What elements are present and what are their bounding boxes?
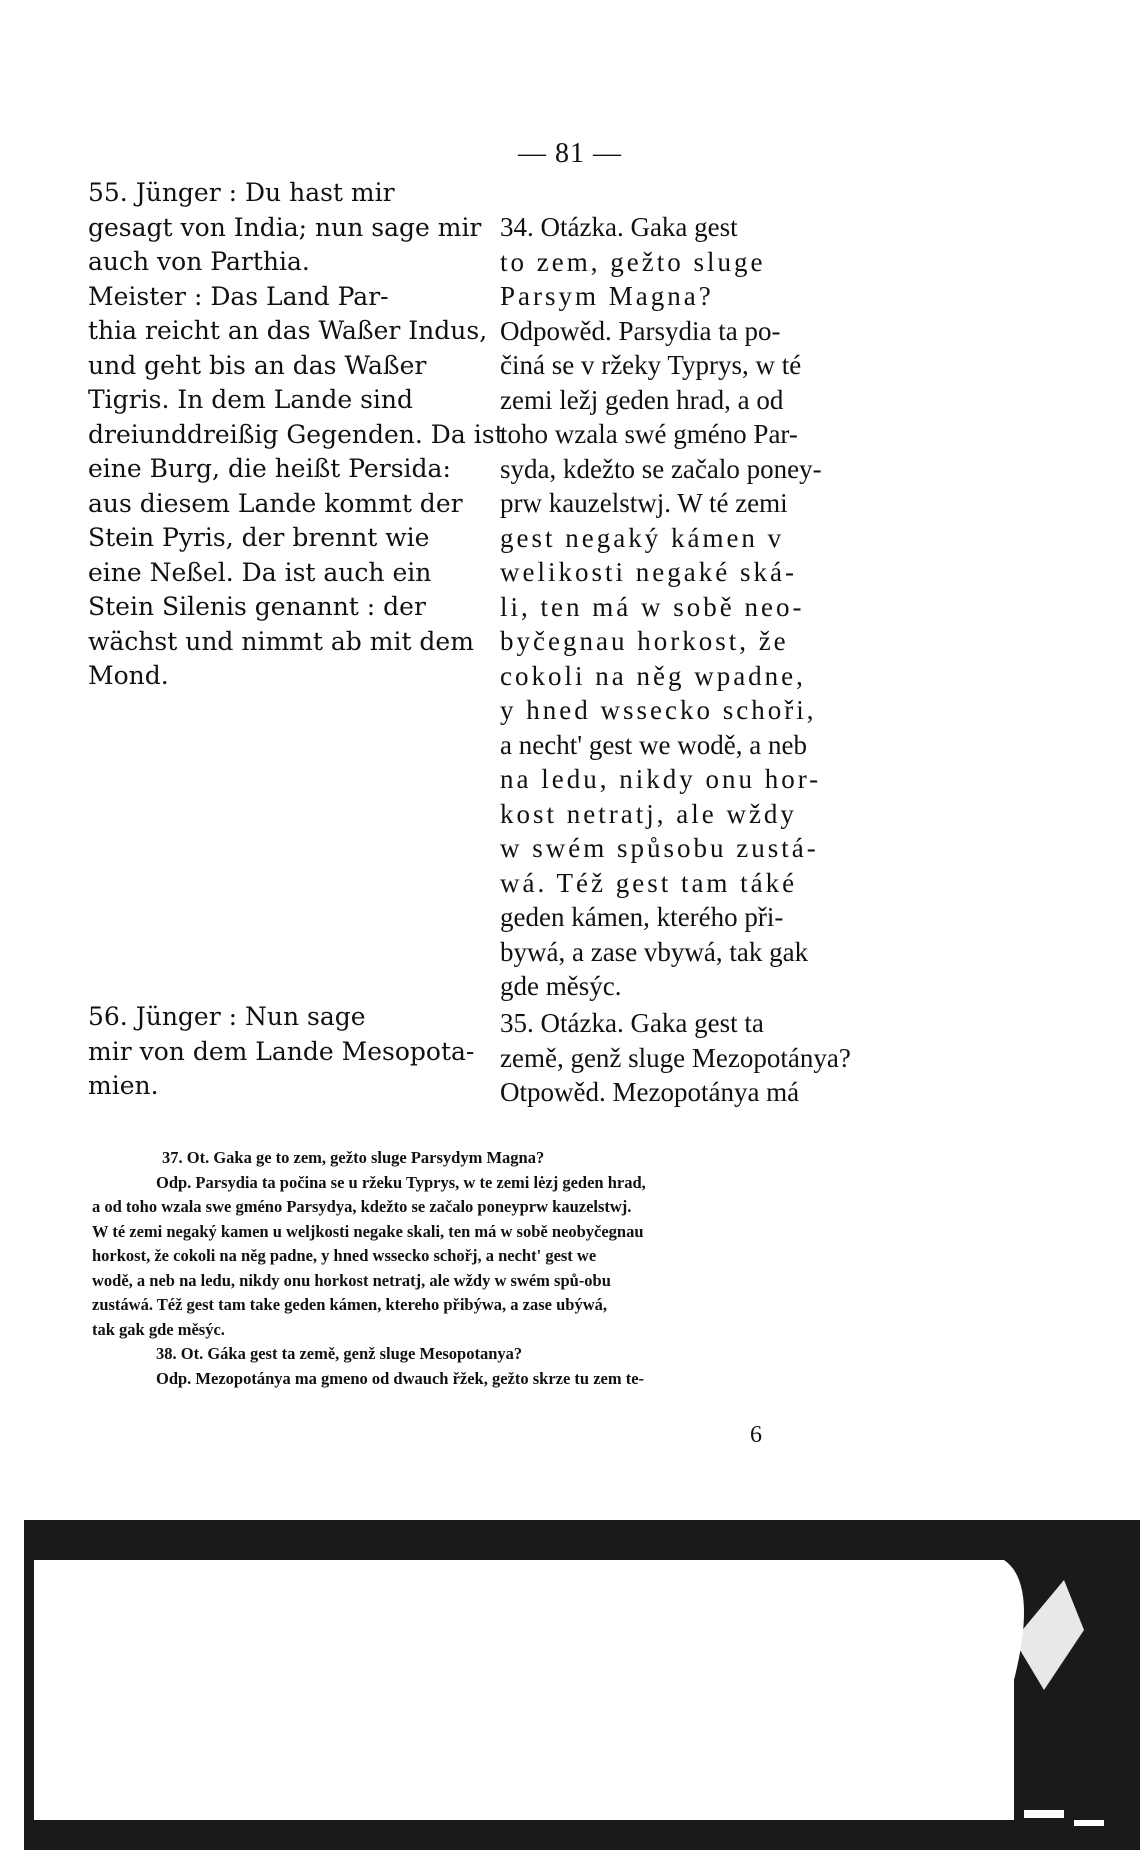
text-line: 34. Otázka. Gaka gest bbox=[500, 212, 738, 242]
footnote-line: W té zemi negaký kamen u weljkosti negake skali, ten má w sobě neobyčegnau bbox=[92, 1221, 644, 1241]
text-line: und geht bis an das Waßer bbox=[88, 350, 427, 380]
text-line: dreiunddreißig Gegenden. Da ist bbox=[88, 419, 505, 449]
footnote-line: tak gak gde měsýc. bbox=[92, 1319, 225, 1339]
text-line: wá. Též gest tam táké bbox=[500, 867, 798, 898]
scan-shadow-region bbox=[24, 1520, 1140, 1850]
footnote-line: zustáwá. Též gest tam take geden kámen, ktereho přibýwa, a zase ubýwá, bbox=[92, 1295, 607, 1314]
text-line: thia reicht an das Waßer Indus, bbox=[88, 316, 488, 345]
text-line: kost netratj, ale wždy bbox=[500, 798, 797, 829]
text-line: Mond. bbox=[88, 661, 169, 690]
footnote-line: Odp. Mezopotánya ma gmeno od dwauch řžek, gežto skrze tu zem te- bbox=[156, 1368, 645, 1388]
text-line: Stein Pyris, der brennt wie bbox=[88, 523, 430, 552]
text-line: zemi ležj geden hrad, a od bbox=[500, 384, 784, 415]
footnote-line: wodě, a neb na ledu, nikdy onu horkost netratj, ale wždy w swém spů-obu bbox=[92, 1270, 611, 1290]
text-line: gest negaký kámen v bbox=[500, 522, 785, 553]
text-line: auch von Parthia. bbox=[88, 247, 310, 276]
text-line: eine Neßel. Da ist auch ein bbox=[88, 557, 432, 587]
text-line: činá se v ržeky Typrys, w té bbox=[500, 350, 802, 380]
footnotes bbox=[92, 1146, 874, 1391]
text-line: byčegnau horkost, že bbox=[500, 626, 789, 656]
text-line: w swém spůsobu zustá- bbox=[500, 833, 819, 863]
text-line: Tigris. In dem Lande sind bbox=[88, 385, 413, 414]
footnote-line: 38. Ot. Gáka gest ta země, genž sluge Mesopotanya? bbox=[156, 1344, 523, 1363]
text-line: 55. Jünger : Du hast mir bbox=[88, 178, 395, 207]
text-line: cokoli na něg wpadne, bbox=[500, 660, 806, 691]
text-line: Stein Silenis genannt : der bbox=[88, 592, 426, 621]
text-line: 56. Jünger : Nun sage bbox=[88, 1002, 366, 1031]
text-line: wächst und nimmt ab mit dem bbox=[88, 626, 474, 656]
text-line: Odpowěd. Parsydia ta po- bbox=[500, 315, 781, 346]
text-line: syda, kdežto se začalo poney- bbox=[500, 453, 822, 484]
text-line: welikosti negaké ská- bbox=[500, 557, 797, 587]
text-line: a necht' gest we wodě, a neb bbox=[500, 729, 807, 760]
text-line: gesagt von India; nun sage mir bbox=[88, 212, 482, 242]
left-column-section-56 bbox=[88, 1000, 480, 1104]
text-line: toho wzala swé gméno Par- bbox=[500, 419, 798, 449]
signature-mark: 6 bbox=[750, 1422, 762, 1448]
scan-shadow-graphic bbox=[24, 1520, 1140, 1850]
text-line: na ledu, nikdy onu hor- bbox=[500, 764, 822, 794]
left-column-section-55 bbox=[88, 176, 505, 694]
text-line: li, ten má w sobě neo- bbox=[500, 591, 805, 622]
text-line: gde měsýc. bbox=[500, 971, 622, 1001]
footnote-line: horkost, že cokoli na něg padne, y hned wssecko schořj, a necht' gest we bbox=[92, 1246, 597, 1265]
footnote-line: 37. Ot. Gaka ge to zem, gežto sluge Parsydym Magna? bbox=[162, 1148, 545, 1167]
right-column-section-34 bbox=[500, 210, 890, 1004]
text-line: mien. bbox=[88, 1071, 159, 1100]
text-line: aus diesem Lande kommt der bbox=[88, 488, 463, 518]
text-line: Meister : Das Land Par- bbox=[88, 281, 389, 311]
page-number: — 81 — bbox=[518, 138, 622, 169]
text-line: Parsym Magna? bbox=[500, 281, 714, 311]
text-line: 35. Otázka. Gaka gest ta bbox=[500, 1008, 764, 1038]
text-line: eine Burg, die heißt Persida: bbox=[88, 454, 451, 483]
text-line: země, genž sluge Mezopotánya? bbox=[500, 1042, 851, 1073]
footnote-line: Odp. Parsydia ta počina se u ržeku Typrys, w te zemi lėzj geden hrad, bbox=[156, 1172, 646, 1192]
text-line: mir von dem Lande Mesopota- bbox=[88, 1036, 475, 1066]
text-line: geden kámen, kterého při- bbox=[500, 902, 784, 932]
text-line: prw kauzelstwj. W té zemi bbox=[500, 488, 788, 518]
text-line: bywá, a zase vbywá, tak gak bbox=[500, 936, 809, 967]
text-line: y hned wssecko schoři, bbox=[500, 695, 817, 725]
text-line: to zem, gežto sluge bbox=[500, 246, 766, 277]
text-line: Otpowěd. Mezopotánya má bbox=[500, 1077, 800, 1107]
footnote-line: a od toho wzala swe gméno Parsydya, kdežto se začalo poneyprw kauzelstwj. bbox=[92, 1197, 632, 1216]
right-column-section-35 bbox=[500, 1006, 890, 1110]
